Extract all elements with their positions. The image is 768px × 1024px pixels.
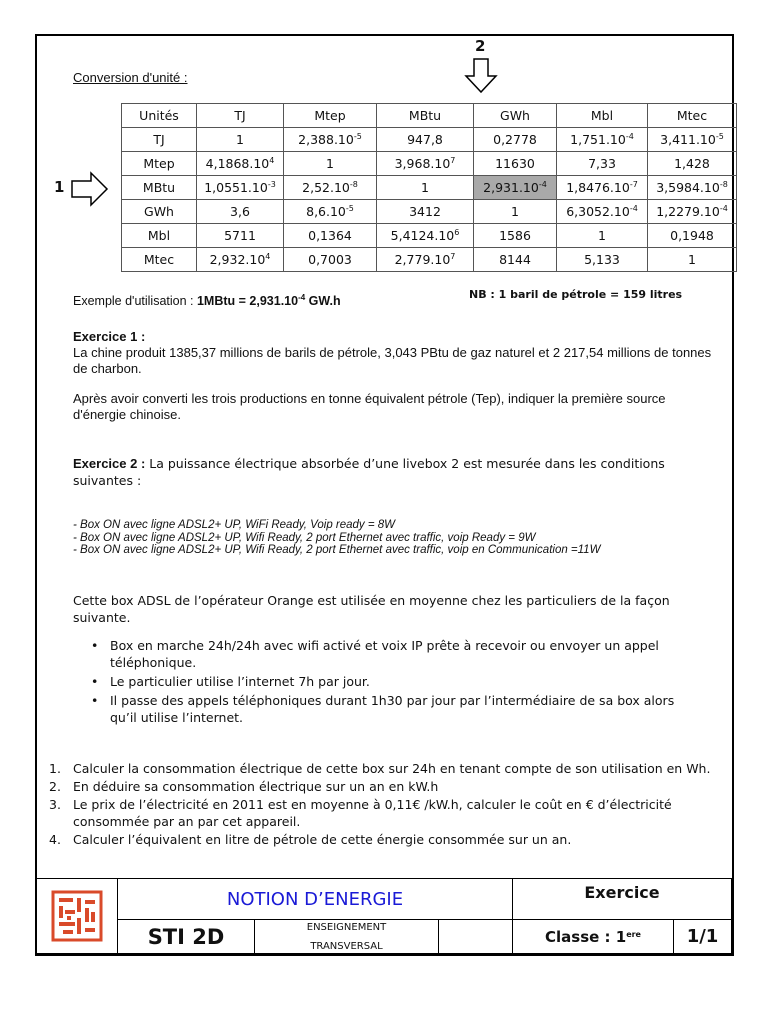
down-arrow-icon — [464, 58, 498, 94]
bullet-item — [91, 637, 691, 671]
question-item — [49, 778, 721, 795]
footer-title-cell — [117, 878, 513, 920]
table-cell: 0,1948 — [648, 224, 737, 248]
questions-list — [49, 760, 721, 849]
example-exponent: -4 — [298, 293, 306, 302]
table-cell: $3,411.10^{-5}$ — [648, 128, 737, 152]
table-row-label: TJ — [122, 128, 197, 152]
table-row-label: Mbl — [122, 224, 197, 248]
table-row-label: MBtu — [122, 176, 197, 200]
table-cell: $1,2279.10^{-4}$ — [648, 200, 737, 224]
example-value: 1MBtu = 2,931.10 — [196, 294, 299, 308]
table-header-cell: GWh — [474, 104, 557, 128]
table-cell: 1 — [377, 176, 474, 200]
footer-section-cell — [117, 919, 255, 954]
table-cell: 4,1868.10$^4$ — [197, 152, 284, 176]
footer-page-cell — [673, 919, 732, 954]
footer-title: NOTION D’ENERGIE — [226, 888, 404, 910]
page-heading: Conversion d'unité : — [73, 70, 188, 85]
bullet-text: Il passe des appels téléphoniques durant 1h30 par jour par l’intermédiaire de sa box alors qu’il utilise l’internet. — [110, 693, 675, 725]
table-cell: 11630 — [474, 152, 557, 176]
question-text: En déduire sa consommation électrique sur un an en kW.h — [73, 779, 439, 794]
exercise-1-title: Exercice 1 : — [73, 329, 146, 344]
table-cell: 947,8 — [377, 128, 474, 152]
table-cell: 1 — [648, 248, 737, 272]
question-number: 4. — [49, 832, 61, 847]
bullet-text: Box en marche 24h/24h avec wifi activé et voix IP prête à recevoir ou envoyer un appel téléphonique. — [110, 638, 659, 670]
footer-class-sup: ere — [626, 929, 641, 939]
table-cell: 0,7003 — [284, 248, 377, 272]
table-cell: 2,932.10$^4$ — [197, 248, 284, 272]
table-cell: 1 — [197, 128, 284, 152]
table-cell: 5,133 — [557, 248, 648, 272]
question-text: Calculer la consommation électrique de cette box sur 24h en tenant compte de son utilisation en Wh. — [73, 761, 711, 776]
table-cell: 7,33 — [557, 152, 648, 176]
table-header-cell: TJ — [197, 104, 284, 128]
table-header-row — [122, 104, 737, 128]
table-cell: $3,5984.10^{-8}$ — [648, 176, 737, 200]
footer-class: Classe : 1 — [545, 927, 627, 946]
table-cell: 1586 — [474, 224, 557, 248]
exercise-2 — [73, 455, 713, 489]
table-header-cell: Unités — [122, 104, 197, 128]
marker-left-label: 1 — [54, 178, 65, 196]
table-cell: 2,779.10$^7$ — [377, 248, 474, 272]
table-cell: 0,2778 — [474, 128, 557, 152]
footer-section: STI 2D — [147, 924, 225, 949]
footer-class-cell — [512, 919, 674, 954]
question-number: 3. — [49, 797, 61, 812]
condition-item: - Box ON avec ligne ADSL2+ UP, WiFi Ready, Voip ready = 8W — [73, 519, 396, 531]
footer-subject: ENSEIGNEMENT TRANSVERSAL — [306, 921, 387, 952]
exercise-1 — [73, 329, 713, 423]
condition-item: - Box ON avec ligne ADSL2+ UP, Wifi Ready, 2 port Ethernet avec traffic, voip Ready = 9W — [73, 531, 536, 544]
table-cell: $1,751.10^{-4}$ — [557, 128, 648, 152]
table-row — [122, 176, 737, 200]
exercise-2-title: Exercice 2 : — [73, 456, 146, 471]
exercise-1-text: La chine produit 1385,37 millions de barils de pétrole, 3,043 PBtu de gaz naturel et 2 217,54 millions de tonnes de charbon. — [73, 345, 712, 376]
footer-page: 1/1 — [686, 926, 719, 947]
bullet-item — [91, 692, 691, 726]
table-cell: $2,388.10^{-5}$ — [284, 128, 377, 152]
exercise-1-question: Après avoir converti les trois productions en tonne équivalent pétrole (Tep), indiquer la première source d'énergie chinoise. — [73, 391, 666, 422]
logo-cell — [36, 878, 118, 954]
usage-bullets — [91, 637, 691, 728]
table-cell: 1 — [284, 152, 377, 176]
table-cell: 3,6 — [197, 200, 284, 224]
footer-subject-cell — [254, 919, 439, 954]
table-row-label: Mtep — [122, 152, 197, 176]
question-item — [49, 760, 721, 777]
question-text: Le prix de l’électricité en 2011 est en moyenne à 0,11€ /kW.h, calculer le coût en € d’électricité consommée par an par cet appareil. — [73, 797, 672, 829]
footer-empty-cell — [438, 919, 513, 954]
table-cell: 5711 — [197, 224, 284, 248]
table-cell: 1 — [474, 200, 557, 224]
usage-text: Cette box ADSL de l’opérateur Orange est utilisée en moyenne chez les particuliers de la façon suivante. — [73, 593, 670, 625]
table-cell: 1 — [557, 224, 648, 248]
question-item — [49, 831, 721, 848]
table-row — [122, 224, 737, 248]
table-header-cell: Mbl — [557, 104, 648, 128]
example-unit: GW.h — [305, 294, 341, 308]
table-row — [122, 200, 737, 224]
table-row — [122, 128, 737, 152]
table-cell: 8144 — [474, 248, 557, 272]
conversion-table — [121, 103, 737, 272]
question-number: 1. — [49, 761, 61, 776]
condition-item: - Box ON avec ligne ADSL2+ UP, Wifi Ready, 2 port Ethernet avec traffic, voip en Communication =11W — [73, 544, 601, 556]
example-prefix: Exemple d'utilisation : — [73, 294, 197, 308]
footer-type-cell — [512, 878, 732, 920]
table-row-label: GWh — [122, 200, 197, 224]
table-row — [122, 248, 737, 272]
nb-note: NB : 1 baril de pétrole = 159 litres — [469, 288, 683, 301]
table-cell: $8,6.10^{-5}$ — [284, 200, 377, 224]
table-cell: $2,931.10^{-4}$ — [474, 176, 557, 200]
table-cell: 3412 — [377, 200, 474, 224]
right-arrow-icon — [71, 171, 109, 207]
school-logo-icon — [51, 890, 103, 942]
marker-top-label: 2 — [475, 37, 486, 55]
question-text: Calculer l’équivalent en litre de pétrole de cette énergie consommée sur un an. — [73, 832, 572, 847]
exercise-2-intro: La puissance électrique absorbée d’une livebox 2 est mesurée dans les conditions suivantes : — [73, 456, 665, 488]
question-item — [49, 796, 721, 830]
question-number: 2. — [49, 779, 61, 794]
table-cell: $2,52.10^{-8}$ — [284, 176, 377, 200]
table-cell: 3,968.10$^7$ — [377, 152, 474, 176]
table-cell: $1,0551.10^{-3}$ — [197, 176, 284, 200]
table-cell: 0,1364 — [284, 224, 377, 248]
bullet-text: Le particulier utilise l’internet 7h par jour. — [110, 674, 370, 689]
table-header-cell: MBtu — [377, 104, 474, 128]
table-header-cell: Mtep — [284, 104, 377, 128]
example-usage — [73, 294, 341, 308]
table-row-label: Mtec — [122, 248, 197, 272]
footer-type: Exercice — [584, 883, 660, 902]
footer-cartouche — [36, 878, 732, 954]
table-row — [122, 152, 737, 176]
table-cell: 5,4124.10$^6$ — [377, 224, 474, 248]
table-header-cell: Mtec — [648, 104, 737, 128]
table-cell: 1,428 — [648, 152, 737, 176]
table-cell: $6,3052.10^{-4}$ — [557, 200, 648, 224]
table-cell: $1,8476.10^{-7}$ — [557, 176, 648, 200]
bullet-item — [91, 673, 691, 690]
conditions-list — [73, 519, 723, 557]
